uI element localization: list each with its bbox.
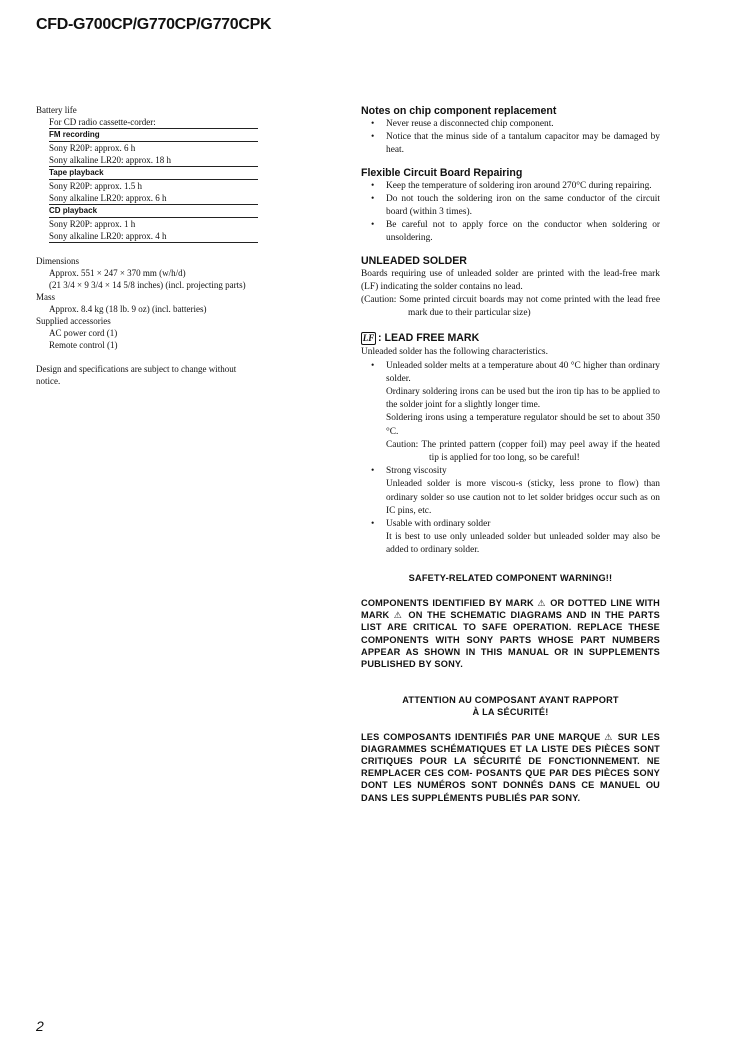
accessory-item: Remote control (1) bbox=[49, 340, 118, 350]
tape-r20p-value: Sony R20P: approx. 1.5 h bbox=[49, 181, 143, 191]
battery-for-label: For CD radio cassette-corder: bbox=[49, 117, 156, 127]
safety-warning-heading: SAFETY-RELATED COMPONENT WARNING!! bbox=[408, 572, 613, 583]
service-notes-column bbox=[361, 104, 660, 804]
lead-free-mark-icon: LF bbox=[361, 332, 376, 345]
battery-life-label: Battery life bbox=[36, 105, 77, 115]
warning-triangle-icon: ⚠ bbox=[393, 610, 404, 621]
cd-playback-heading: CD playback bbox=[49, 206, 98, 215]
lead-free-list bbox=[361, 360, 660, 386]
list-item: • Keep the temperature of soldering iron around 270°C during repairing. bbox=[361, 180, 660, 193]
warning-triangle-icon: ⚠ bbox=[537, 597, 547, 608]
lead-free-list-cont bbox=[361, 465, 660, 478]
attention-body bbox=[361, 731, 660, 804]
list-item: • Never reuse a disconnected chip component. bbox=[361, 118, 660, 131]
fm-recording-heading: FM recording bbox=[49, 130, 100, 139]
unleaded-solder-heading: UNLEADED SOLDER bbox=[361, 254, 467, 267]
safety-warning-body bbox=[361, 597, 660, 670]
lead-free-mark-heading bbox=[361, 330, 660, 346]
tape-lr20-value: Sony alkaline LR20: approx. 6 h bbox=[49, 193, 167, 203]
list-item-detail: Soldering irons using a temperature regulator should be set to about 350 °C. bbox=[386, 413, 660, 437]
page-number: 2 bbox=[36, 1018, 44, 1034]
list-item-detail: Unleaded solder is more viscou-s (sticky, less prone to flow) than ordinary solder so use caution not to let solder bridges occur such as on IC pins, etc. bbox=[386, 479, 660, 516]
attention-text: SUR LES DIAGRAMMES SCHÉMATIQUES ET LA LISTE DES PIÈCES SONT CRITIQUES POUR LA SÉCURITÉ DE FONCTIONNEMENT. NE REMPLACER CES COM- POSANTS QUE PAR DES PIÈCES SONY DONT LES NUMÉROS SONT DONNÉS DANS CE MANUEL OU DANS LES SUPPLÉMENTS PUBLIÉS PAR SONY. bbox=[361, 731, 660, 803]
page-title: CFD-G700CP/G770CP/G770CPK bbox=[36, 16, 272, 33]
specifications-disclaimer: Design and specifications are subject to change without notice. bbox=[36, 364, 237, 386]
attention-heading: À LA SÉCURITÉ! bbox=[472, 707, 549, 718]
list-item: • Usable with ordinary solder bbox=[361, 518, 660, 531]
safety-warning-text: OR DOTTED LINE WITH MARK bbox=[361, 597, 660, 621]
dimensions-mm-value: Approx. 551 × 247 × 370 mm (w/h/d) bbox=[49, 268, 186, 278]
lead-free-intro: Unleaded solder has the following characteristics. bbox=[361, 347, 548, 358]
safety-warning-text: COMPONENTS IDENTIFIED BY MARK bbox=[361, 597, 534, 608]
safety-warning-text: ON THE SCHEMATIC DIAGRAMS AND IN THE PARTS LIST ARE CRITICAL TO SAFE OPERATION. REPLACE THESE COMPONENTS WITH SONY PARTS WHOSE PART NUMBERS APPEAR AS SHOWN IN THIS MANUAL OR IN SUPPLEMENTS PUBLISHED BY SONY. bbox=[361, 610, 660, 669]
list-item: • Unleaded solder melts at a temperature about 40 °C higher than ordinary solder. bbox=[361, 360, 660, 386]
mass-value: Approx. 8.4 kg (18 lb. 9 oz) (incl. batteries) bbox=[49, 304, 207, 314]
cd-lr20-value: Sony alkaline LR20: approx. 4 h bbox=[49, 231, 167, 241]
list-item: • Notice that the minus side of a tantalum capacitor may be damaged by heat. bbox=[361, 131, 660, 157]
dimensions-label: Dimensions bbox=[36, 256, 80, 266]
dimensions-in-value: (21 3/4 × 9 3/4 × 14 5/8 inches) (incl. projecting parts) bbox=[49, 280, 246, 290]
fm-lr20-value: Sony alkaline LR20: approx. 18 h bbox=[49, 155, 171, 165]
list-item-detail: It is best to use only unleaded solder but unleaded solder may also be added to ordinary solder. bbox=[386, 532, 660, 556]
chip-component-list bbox=[361, 118, 660, 158]
lead-free-list-cont bbox=[361, 518, 660, 531]
unleaded-solder-body: Boards requiring use of unleaded solder are printed with the lead-free mark (LF) indicating the solder contains no lead. bbox=[361, 268, 660, 292]
flexible-board-list bbox=[361, 180, 660, 246]
accessories-label: Supplied accessories bbox=[36, 316, 111, 326]
flexible-board-heading: Flexible Circuit Board Repairing bbox=[361, 166, 523, 179]
accessory-item: AC power cord (1) bbox=[49, 328, 118, 338]
list-item-detail: Ordinary soldering irons can be used but the iron tip has to be applied to the solder joint for a slightly longer time. bbox=[386, 387, 660, 411]
list-item: • Do not touch the soldering iron on the same conductor of the circuit board (within 3 times). bbox=[361, 193, 660, 219]
lead-free-mark-title: : LEAD FREE MARK bbox=[378, 332, 480, 345]
unleaded-solder-caution: (Caution: Some printed circuit boards may not come printed with the lead free mark due to their particular size) bbox=[361, 295, 660, 319]
attention-heading: ATTENTION AU COMPOSANT AYANT RAPPORT bbox=[402, 695, 619, 706]
warning-triangle-icon: ⚠ bbox=[604, 731, 614, 742]
list-item: • Be careful not to apply force on the conductor when soldering or unsoldering. bbox=[361, 219, 660, 245]
tape-playback-heading: Tape playback bbox=[49, 168, 104, 177]
list-item: • Strong viscosity bbox=[361, 465, 660, 478]
mass-label: Mass bbox=[36, 292, 56, 302]
attention-text: LES COMPOSANTS IDENTIFIÉS PAR UNE MARQUE bbox=[361, 731, 601, 742]
specifications-column bbox=[36, 104, 258, 387]
cd-r20p-value: Sony R20P: approx. 1 h bbox=[49, 219, 136, 229]
chip-component-heading: Notes on chip component replacement bbox=[361, 105, 557, 117]
fm-r20p-value: Sony R20P: approx. 6 h bbox=[49, 143, 136, 153]
lead-free-caution: Caution: The printed pattern (copper foil) may peel away if the heated tip is applied for too long, so be careful! bbox=[386, 439, 660, 464]
